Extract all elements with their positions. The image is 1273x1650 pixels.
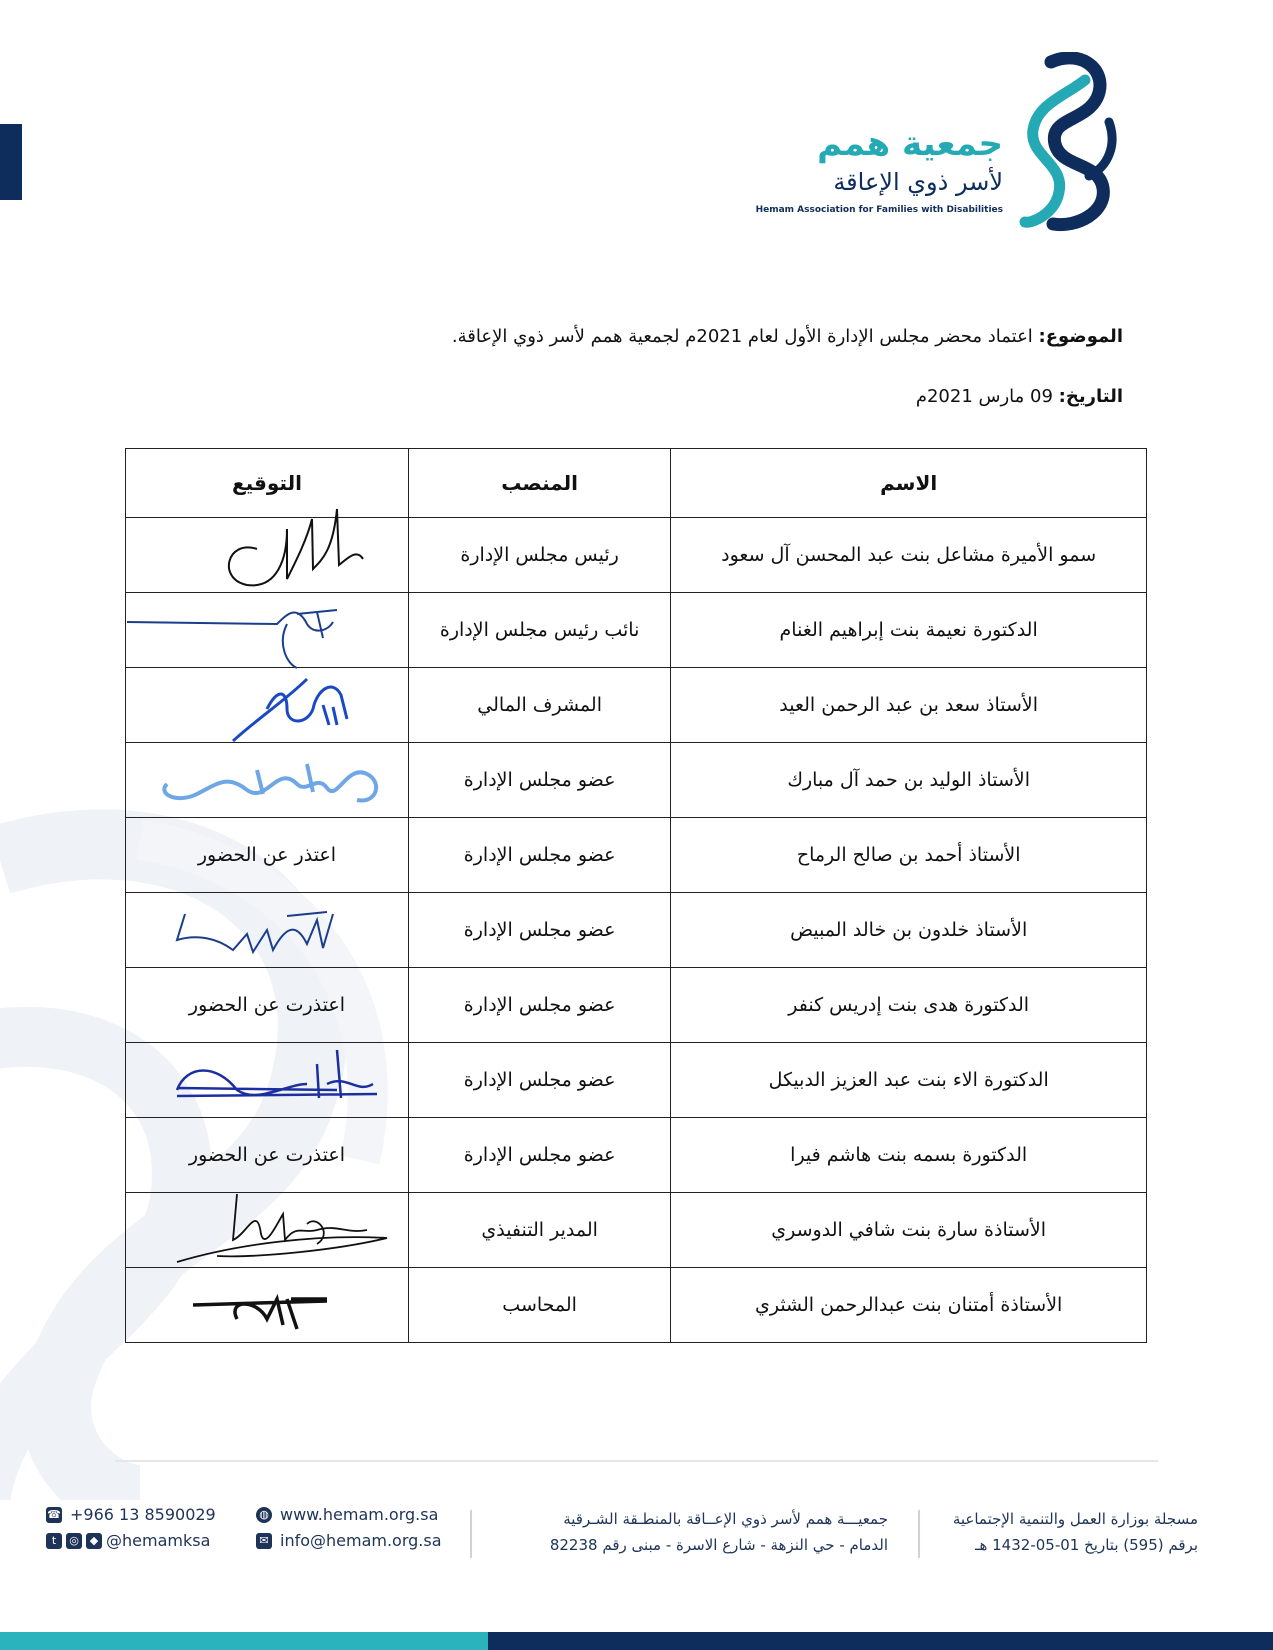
bottom-bar-teal [0,1632,488,1650]
bottom-bar-navy [488,1632,1273,1650]
snapchat-icon[interactable]: ◆ [86,1533,102,1549]
member-name: الدكتورة نعيمة بنت إبراهيم الغنام [671,593,1147,668]
email-link[interactable]: info@hemam.org.sa [280,1531,442,1550]
subject-label: الموضوع: [1038,326,1123,347]
handwritten-signature-icon [137,1269,397,1341]
member-position: عضو مجلس الإدارة [408,1043,670,1118]
member-name: الأستاذ سعد بن عبد الرحمن العيد [671,668,1147,743]
twitter-icon[interactable]: t [46,1533,62,1549]
registration-line1: مسجلة بوزارة العمل والتنمية الإجتماعية [952,1510,1198,1528]
table-row [126,893,1147,968]
member-name: الأستاذ خلدون بن خالد المبيض [671,893,1147,968]
table-row [126,818,1147,893]
member-name: الدكتورة الاء بنت عبد العزيز الدبيكل [671,1043,1147,1118]
signature-cell [126,743,409,818]
footer-separator [918,1510,920,1558]
member-name: الدكتورة بسمه بنت هاشم فيرا [671,1118,1147,1193]
member-name: سمو الأميرة مشاعل بنت عبد المحسن آل سعود [671,518,1147,593]
registration-line2: برقم (595) بتاريخ 01-05-1432 هـ [975,1536,1198,1554]
address-line1: جمعيـــة همم لأسر ذوي الإعــاقة بالمنطـقة الشـرقية [563,1510,888,1528]
association-logo [755,52,1123,232]
member-position: عضو مجلس الإدارة [408,968,670,1043]
globe-icon: ◍ [256,1507,272,1523]
date-label: التاريخ: [1058,386,1123,407]
website-link[interactable]: www.hemam.org.sa [280,1505,439,1524]
header-signature: التوقيع [126,449,409,518]
header-name: الاسم [671,449,1147,518]
signature-text: اعتذرت عن الحضور [126,1118,409,1193]
member-position: نائب رئيس مجلس الإدارة [408,593,670,668]
member-position: عضو مجلس الإدارة [408,893,670,968]
table-row [126,1043,1147,1118]
phone-contact [46,1505,216,1524]
date-line [916,386,1123,407]
table-row [126,1193,1147,1268]
handwritten-signature-icon [137,1194,397,1266]
member-position: المدير التنفيذي [408,1193,670,1268]
handwritten-signature-icon [137,744,397,816]
social-contact [46,1531,210,1550]
table-row [126,593,1147,668]
signature-cell [126,1193,409,1268]
address-line2: الدمام - حي النزهة - شارع الاسرة - مبنى رقم 82238 [549,1536,888,1554]
handwritten-signature-icon [137,594,397,666]
logo-arabic-subtitle: لأسر ذوي الإعاقة [833,168,1003,196]
footer-divider [115,1460,1158,1462]
table-row [126,743,1147,818]
member-name: الأستاذ أحمد بن صالح الرماح [671,818,1147,893]
mail-icon: ✉ [256,1533,272,1549]
member-position: رئيس مجلس الإدارة [408,518,670,593]
table-row [126,968,1147,1043]
member-name: الدكتورة هدى بنت إدريس كنفر [671,968,1147,1043]
subject-line [452,326,1123,347]
handwritten-signature-icon [137,1044,397,1116]
member-position: عضو مجلس الإدارة [408,818,670,893]
table-row [126,518,1147,593]
table-row [126,668,1147,743]
footer-separator [470,1510,472,1558]
table-header-row [126,449,1147,518]
member-position: عضو مجلس الإدارة [408,743,670,818]
signature-text: اعتذرت عن الحضور [126,968,409,1043]
instagram-icon[interactable]: ◎ [66,1533,82,1549]
signature-cell [126,893,409,968]
signature-cell [126,593,409,668]
signature-cell [126,518,409,593]
signature-text: اعتذر عن الحضور [126,818,409,893]
phone-icon: ☎ [47,1507,61,1521]
hemam-logo-mark-icon [1013,52,1123,232]
social-handle[interactable]: @hemamksa [106,1531,211,1550]
table-row [126,1268,1147,1343]
left-accent-bar [0,124,22,200]
logo-arabic-name: جمعية همم [817,124,1003,164]
handwritten-signature-icon [137,894,397,966]
member-name: الأستاذ الوليد بن حمد آل مبارك [671,743,1147,818]
website-contact [256,1505,438,1524]
member-position: المحاسب [408,1268,670,1343]
member-position: عضو مجلس الإدارة [408,1118,670,1193]
email-contact [256,1531,442,1550]
handwritten-signature-icon [137,519,397,591]
member-name: الأستاذة أمتنان بنت عبدالرحمن الشثري [671,1268,1147,1343]
handwritten-signature-icon [137,669,397,741]
date-text: 09 مارس 2021م [915,386,1059,407]
registration-info [953,1506,1198,1558]
subject-text: اعتماد محضر مجلس الإدارة الأول لعام 2021م لجمعية همم لأسر ذوي الإعاقة. [451,326,1039,347]
header-position: المنصب [408,449,670,518]
signatures-table [125,448,1147,1343]
phone-number[interactable]: +966 13 8590029 [70,1505,216,1524]
logo-english-name: Hemam Association for Families with Disabilities [755,205,1003,215]
member-position: المشرف المالي [408,668,670,743]
table-row [126,1118,1147,1193]
signature-cell [126,668,409,743]
member-name: الأستاذة سارة بنت شافي الدوسري [671,1193,1147,1268]
signature-cell [126,1043,409,1118]
signature-cell [126,1268,409,1343]
address-info [550,1506,888,1558]
